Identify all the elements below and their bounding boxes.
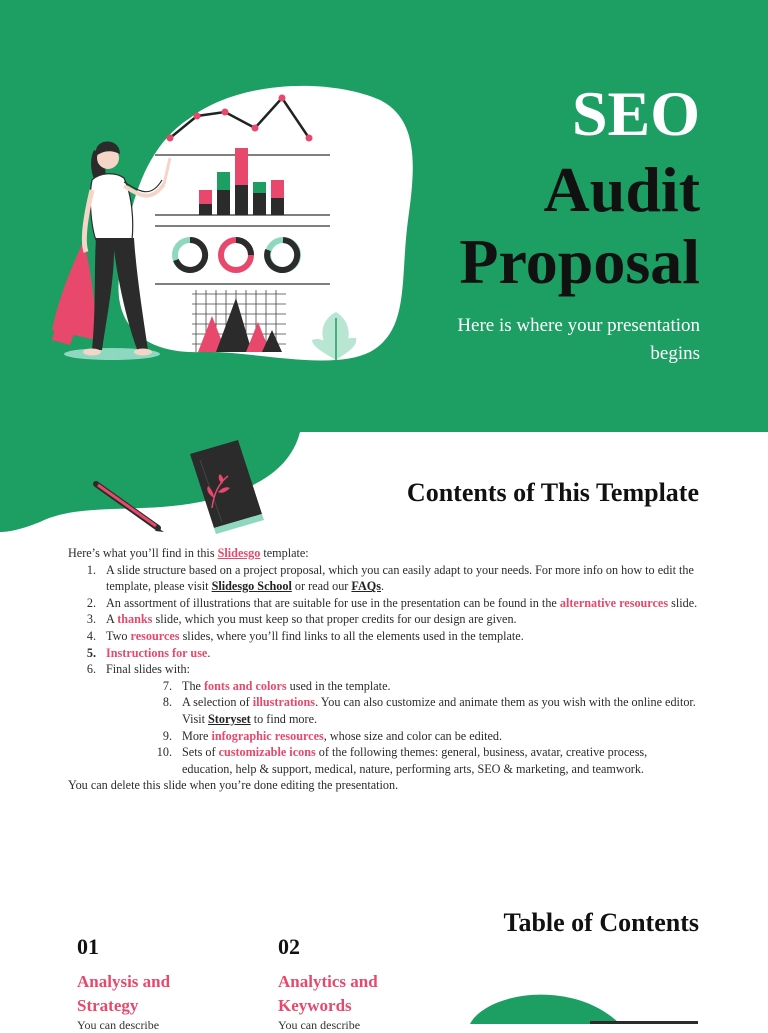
item-text: slide. <box>668 595 698 610</box>
item-text: More <box>182 728 212 743</box>
item-text: , whose size and color can be edited. <box>323 728 503 743</box>
storyset-link[interactable]: Storyset <box>208 711 251 726</box>
list-item <box>68 694 698 727</box>
item-text: used in the template. <box>286 678 391 693</box>
list-number: 1. <box>86 562 96 577</box>
section-heading: Analytics and Keywords <box>278 972 378 1015</box>
item-text: . <box>207 645 211 660</box>
item-text: A selection of <box>182 695 253 710</box>
highlight-text: illustrations <box>252 695 316 710</box>
item-text: of the following themes: general, business, avatar, creative process, education, help & support, medical, nature, performing arts, SEO & marketing, and teamwork. <box>182 745 648 776</box>
item-text: or read our <box>291 579 352 594</box>
contents-title: Contents of This Template <box>406 478 699 507</box>
item-text: to find more. <box>250 711 318 726</box>
slide-table-of-contents <box>0 864 768 1032</box>
item-text: slides, where you’ll find links to all the elements used in the template. <box>179 628 524 643</box>
item-text: The <box>182 678 204 693</box>
item-text: A <box>106 612 118 627</box>
highlight-text: alternative resources <box>559 595 669 610</box>
list-item <box>68 611 698 628</box>
list-number: 2. <box>86 595 96 610</box>
toc-title: Table of Contents <box>503 908 699 937</box>
intro-prefix: Here’s what you’ll find in this <box>68 546 218 560</box>
item-text: slide, which you must keep so that proper credits for our design are given. <box>152 612 517 627</box>
list-item <box>68 595 698 612</box>
list-number: 6. <box>86 662 96 677</box>
contents-body <box>68 545 698 794</box>
outro-line: You can delete this slide when you’re done editing the presentation. <box>68 778 399 793</box>
faqs-link[interactable]: FAQs <box>351 579 381 594</box>
item-text: . <box>381 579 385 594</box>
slide-title <box>0 0 768 432</box>
list-number: 5. <box>86 645 96 660</box>
highlight-text: Instructions for use <box>106 645 208 660</box>
list-number: 9. <box>162 728 172 743</box>
subtitle: Here is where your presentation begins <box>457 315 700 364</box>
highlight-text: fonts and colors <box>204 678 287 693</box>
section-heading: Analysis and Strategy <box>77 972 171 1015</box>
list-number: 3. <box>86 612 96 627</box>
list-item <box>68 678 698 695</box>
item-text: An assortment of illustrations that are suitable for use in the presentation can be found in the <box>106 595 560 610</box>
list-item <box>68 562 698 595</box>
intro-suffix: template: <box>260 546 309 560</box>
intro-line <box>68 545 698 562</box>
highlight-text: infographic resources <box>211 728 324 743</box>
item-text: Two <box>106 628 131 643</box>
title-proposal: Proposal <box>459 226 700 297</box>
list-item <box>68 628 698 645</box>
slidesgo-link[interactable]: Slidesgo <box>217 546 261 560</box>
item-text: . You can also customize and animate them as you wish with the online editor. Visit <box>182 695 696 726</box>
section-number: 01 <box>77 934 99 959</box>
list-number: 8. <box>162 695 172 710</box>
list-number: 4. <box>86 628 96 643</box>
section-number: 02 <box>278 934 300 959</box>
item-text: Final slides with: <box>106 662 190 677</box>
highlight-text: customizable icons <box>218 745 316 760</box>
list-item <box>68 744 698 777</box>
section-description: You can describe <box>278 1018 361 1032</box>
item-text: A slide structure based on a project proposal, which you can easily adapt to your needs. For more info on how to edit the template, please visit <box>106 562 694 594</box>
item-text: Sets of <box>182 745 219 760</box>
section-description: You can describe <box>77 1018 160 1032</box>
list-number: 7. <box>162 678 172 693</box>
title-seo: SEO <box>571 78 700 149</box>
highlight-text: resources <box>130 628 180 643</box>
list-item <box>68 645 698 662</box>
slidesgo-school-link[interactable]: Slidesgo School <box>211 579 292 594</box>
list-item <box>68 661 698 678</box>
list-number: 10. <box>156 745 172 760</box>
highlight-text: thanks <box>117 612 153 627</box>
title-audit: Audit <box>543 154 700 225</box>
slide-contents-template <box>0 432 768 864</box>
list-item <box>68 728 698 745</box>
